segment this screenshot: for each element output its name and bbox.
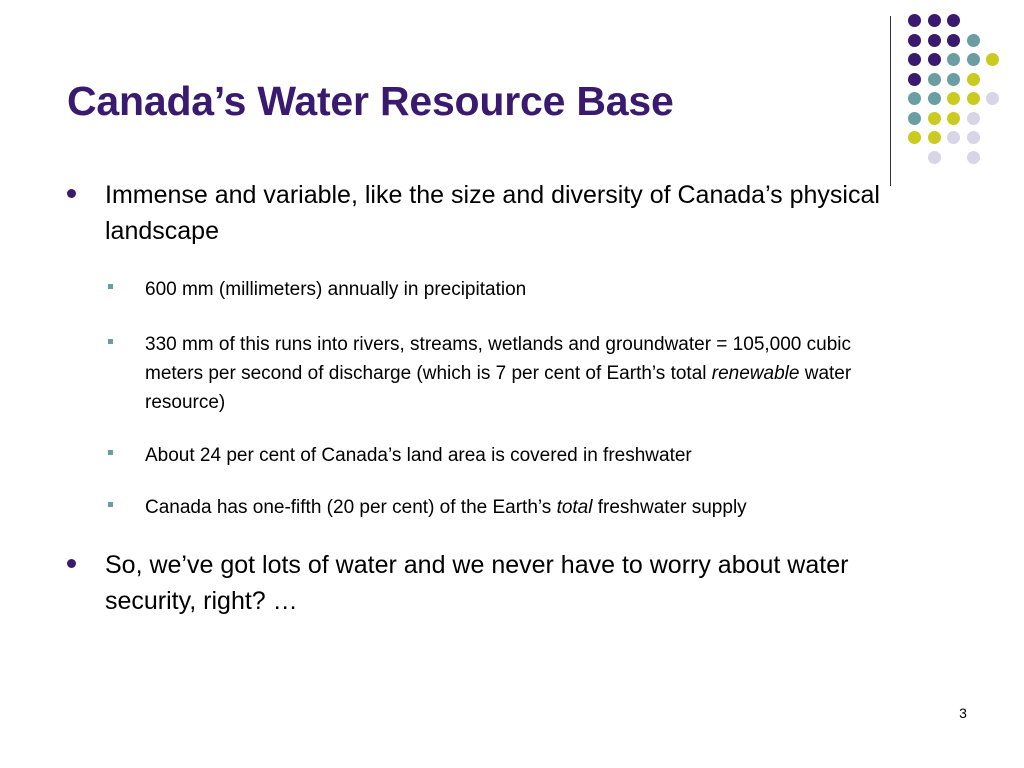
decorative-dot-icon (908, 53, 921, 66)
decorative-dot-icon (947, 73, 960, 86)
decorative-dot-icon (928, 92, 941, 105)
page-number: 3 (959, 705, 967, 721)
decorative-dot-icon (967, 73, 980, 86)
decorative-dot-icon (928, 151, 941, 164)
decorative-dot-icon (928, 53, 941, 66)
sub-bullet-text-part: About 24 per cent of Canada’s land area is covered in freshwater (145, 445, 692, 466)
emphasized-text: renewable (711, 363, 800, 384)
sub-bullet-text (145, 330, 908, 417)
bullet-item (67, 177, 927, 249)
decorative-dot-icon (928, 34, 941, 47)
sub-bullet-text-part: Canada has one-fifth (20 per cent) of the Earth’s (145, 497, 557, 518)
decorative-dot-icon (967, 92, 980, 105)
decorative-dot-icon (967, 131, 980, 144)
sub-bullet-text (145, 493, 908, 522)
decorative-dot-icon (967, 53, 980, 66)
decorative-dot-icon (967, 112, 980, 125)
decorative-dot-icon (947, 14, 960, 27)
decorative-dot-icon (947, 92, 960, 105)
decorative-dot-icon (928, 131, 941, 144)
sub-bullet-item (108, 275, 908, 304)
sub-bullet-text-part: 600 mm (millimeters) annually in precipitation (145, 279, 527, 300)
title: Canada’s Water Resource Base (67, 78, 674, 124)
sub-bullet-item (108, 493, 908, 522)
decorative-dot-icon (908, 112, 921, 125)
decorative-dot-icon (967, 151, 980, 164)
decorative-dot-icon (947, 112, 960, 125)
square-bullet-icon (108, 339, 113, 344)
emphasized-text: total (556, 497, 593, 518)
sub-bullet-text (145, 441, 908, 470)
bullet-dot-icon (67, 559, 76, 568)
sub-bullet-text-part: 330 mm of this runs into rivers, streams, wetlands and groundwater = 105,000 cubic meters per second of discharge (which is 7 per cent of Earth’s total (145, 334, 851, 384)
decorative-dot-icon (928, 73, 941, 86)
bullet-text: So, we’ve got lots of water and we never have to worry about water security, right? … (105, 551, 849, 615)
decorative-dot-icon (947, 53, 960, 66)
divider-line (890, 16, 891, 186)
decorative-dot-icon (986, 92, 999, 105)
decorative-dot-icon (967, 34, 980, 47)
decorative-dot-icon (908, 73, 921, 86)
decorative-dot-icon (947, 34, 960, 47)
sub-bullet-item (108, 441, 908, 470)
square-bullet-icon (108, 450, 113, 455)
sub-bullet-text (145, 275, 908, 304)
decorative-dot-icon (928, 14, 941, 27)
sub-bullet-item (108, 330, 908, 417)
square-bullet-icon (108, 284, 113, 289)
decorative-dot-icon (947, 131, 960, 144)
decorative-dot-icon (908, 14, 921, 27)
sub-bullet-text-part: freshwater supply (592, 497, 747, 518)
bullet-dot-icon (67, 189, 76, 198)
decorative-dot-icon (986, 53, 999, 66)
square-bullet-icon (108, 502, 113, 507)
decorative-dot-icon (908, 92, 921, 105)
decorative-dot-icon (908, 131, 921, 144)
decorative-dot-grid (908, 14, 1008, 169)
bullet-item (67, 547, 927, 619)
bullet-text: Immense and variable, like the size and diversity of Canada’s physical landscape (105, 181, 880, 245)
decorative-dot-icon (908, 34, 921, 47)
sub-bullet-text-part: water resource) (145, 363, 852, 413)
decorative-dot-icon (928, 112, 941, 125)
